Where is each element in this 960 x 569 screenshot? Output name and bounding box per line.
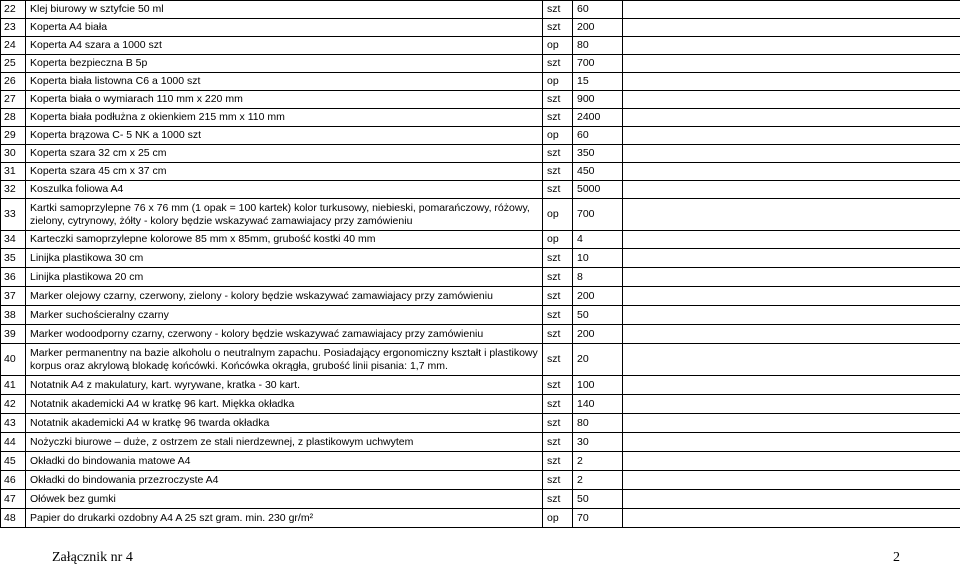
empty-cell xyxy=(623,109,960,127)
empty-cell xyxy=(623,37,960,55)
item-quantity: 70 xyxy=(573,509,623,528)
item-unit: op xyxy=(543,231,573,249)
empty-cell xyxy=(623,231,960,249)
table-row xyxy=(1,199,960,231)
table-row xyxy=(1,127,960,145)
table-row xyxy=(1,344,960,376)
item-unit: szt xyxy=(543,19,573,37)
item-unit: szt xyxy=(543,91,573,109)
row-number: 36 xyxy=(1,268,26,287)
table-row xyxy=(1,231,960,249)
empty-cell xyxy=(623,376,960,395)
item-unit: szt xyxy=(543,109,573,127)
item-description: Koperta biała listowna C6 a 1000 szt xyxy=(26,73,543,91)
row-number: 42 xyxy=(1,395,26,414)
table-row xyxy=(1,73,960,91)
item-unit: szt xyxy=(543,1,573,19)
item-quantity: 60 xyxy=(573,127,623,145)
row-number: 24 xyxy=(1,37,26,55)
row-number: 45 xyxy=(1,452,26,471)
row-number: 33 xyxy=(1,199,26,231)
table-row xyxy=(1,490,960,509)
empty-cell xyxy=(623,19,960,37)
item-unit: op xyxy=(543,127,573,145)
item-description: Notatnik akademicki A4 w kratkę 96 twarda okładka xyxy=(26,414,543,433)
item-unit: szt xyxy=(543,376,573,395)
item-unit: szt xyxy=(543,55,573,73)
item-quantity: 900 xyxy=(573,91,623,109)
row-number: 46 xyxy=(1,471,26,490)
empty-cell xyxy=(623,306,960,325)
empty-cell xyxy=(623,268,960,287)
table-row xyxy=(1,163,960,181)
item-description: Linijka plastikowa 30 cm xyxy=(26,249,543,268)
item-description: Ołówek bez gumki xyxy=(26,490,543,509)
table-row xyxy=(1,145,960,163)
item-unit: szt xyxy=(543,249,573,268)
row-number: 41 xyxy=(1,376,26,395)
empty-cell xyxy=(623,452,960,471)
item-quantity: 2 xyxy=(573,452,623,471)
empty-cell xyxy=(623,163,960,181)
table-row xyxy=(1,109,960,127)
item-description: Marker olejowy czarny, czerwony, zielony - kolory będzie wskazywać zamawiajacy przy zamówieniu xyxy=(26,287,543,306)
row-number: 32 xyxy=(1,181,26,199)
item-quantity: 100 xyxy=(573,376,623,395)
empty-cell xyxy=(623,249,960,268)
item-unit: szt xyxy=(543,344,573,376)
row-number: 26 xyxy=(1,73,26,91)
row-number: 43 xyxy=(1,414,26,433)
item-unit: op xyxy=(543,199,573,231)
empty-cell xyxy=(623,433,960,452)
item-unit: szt xyxy=(543,145,573,163)
table-row xyxy=(1,268,960,287)
item-description: Notatnik akademicki A4 w kratkę 96 kart. Miękka okładka xyxy=(26,395,543,414)
item-unit: szt xyxy=(543,268,573,287)
empty-cell xyxy=(623,325,960,344)
table-row xyxy=(1,1,960,19)
item-unit: op xyxy=(543,73,573,91)
table-row xyxy=(1,306,960,325)
row-number: 40 xyxy=(1,344,26,376)
row-number: 25 xyxy=(1,55,26,73)
table-row xyxy=(1,287,960,306)
item-unit: szt xyxy=(543,325,573,344)
item-quantity: 20 xyxy=(573,344,623,376)
item-description: Marker suchościeralny czarny xyxy=(26,306,543,325)
item-description: Nożyczki biurowe – duże, z ostrzem ze stali nierdzewnej, z plastikowym uchwytem xyxy=(26,433,543,452)
item-quantity: 10 xyxy=(573,249,623,268)
page-number: 2 xyxy=(893,550,900,565)
item-quantity: 8 xyxy=(573,268,623,287)
table-row xyxy=(1,452,960,471)
item-quantity: 140 xyxy=(573,395,623,414)
table-row xyxy=(1,395,960,414)
empty-cell xyxy=(623,287,960,306)
table-row xyxy=(1,19,960,37)
item-unit: szt xyxy=(543,287,573,306)
row-number: 47 xyxy=(1,490,26,509)
item-quantity: 450 xyxy=(573,163,623,181)
item-description: Notatnik A4 z makulatury, kart. wyrywane, kratka - 30 kart. xyxy=(26,376,543,395)
item-quantity: 50 xyxy=(573,490,623,509)
empty-cell xyxy=(623,199,960,231)
item-unit: szt xyxy=(543,490,573,509)
table-row xyxy=(1,249,960,268)
row-number: 22 xyxy=(1,1,26,19)
empty-cell xyxy=(623,145,960,163)
table-row xyxy=(1,433,960,452)
item-description: Koperta szara 45 cm x 37 cm xyxy=(26,163,543,181)
item-unit: szt xyxy=(543,452,573,471)
item-description: Papier do drukarki ozdobny A4 A 25 szt gram. min. 230 gr/m² xyxy=(26,509,543,528)
item-description: Okładki do bindowania przezroczyste A4 xyxy=(26,471,543,490)
table-row xyxy=(1,91,960,109)
item-unit: szt xyxy=(543,414,573,433)
empty-cell xyxy=(623,509,960,528)
table-row xyxy=(1,325,960,344)
item-unit: szt xyxy=(543,433,573,452)
row-number: 27 xyxy=(1,91,26,109)
item-description: Linijka plastikowa 20 cm xyxy=(26,268,543,287)
item-unit: szt xyxy=(543,181,573,199)
row-number: 23 xyxy=(1,19,26,37)
empty-cell xyxy=(623,55,960,73)
table-row xyxy=(1,414,960,433)
empty-cell xyxy=(623,395,960,414)
item-description: Okładki do bindowania matowe A4 xyxy=(26,452,543,471)
table-row xyxy=(1,376,960,395)
row-number: 31 xyxy=(1,163,26,181)
item-quantity: 80 xyxy=(573,37,623,55)
empty-cell xyxy=(623,127,960,145)
item-quantity: 700 xyxy=(573,199,623,231)
item-description: Karteczki samoprzylepne kolorowe 85 mm x 85mm, grubość kostki 40 mm xyxy=(26,231,543,249)
item-description: Koperta brązowa C- 5 NK a 1000 szt xyxy=(26,127,543,145)
item-quantity: 5000 xyxy=(573,181,623,199)
row-number: 29 xyxy=(1,127,26,145)
item-description: Kartki samoprzylepne 76 x 76 mm (1 opak = 100 kartek) kolor turkusowy, niebieski, pomarańczowy, różowy, zielony, cytrynowy, żółty - kolory będzie wskazywać zamawiajacy przy zamówieniu xyxy=(26,199,543,231)
row-number: 37 xyxy=(1,287,26,306)
item-unit: szt xyxy=(543,395,573,414)
empty-cell xyxy=(623,1,960,19)
item-unit: szt xyxy=(543,163,573,181)
table-row xyxy=(1,471,960,490)
item-description: Klej biurowy w sztyfcie 50 ml xyxy=(26,1,543,19)
table-row xyxy=(1,509,960,528)
item-quantity: 2 xyxy=(573,471,623,490)
row-number: 35 xyxy=(1,249,26,268)
table-row xyxy=(1,55,960,73)
row-number: 39 xyxy=(1,325,26,344)
row-number: 48 xyxy=(1,509,26,528)
item-description: Koperta A4 biała xyxy=(26,19,543,37)
item-quantity: 15 xyxy=(573,73,623,91)
item-quantity: 4 xyxy=(573,231,623,249)
item-quantity: 60 xyxy=(573,1,623,19)
attachment-label: Załącznik nr 4 xyxy=(52,550,133,565)
item-quantity: 200 xyxy=(573,325,623,344)
item-description: Koperta biała o wymiarach 110 mm x 220 mm xyxy=(26,91,543,109)
empty-cell xyxy=(623,344,960,376)
item-unit: szt xyxy=(543,306,573,325)
table-row xyxy=(1,181,960,199)
items-table-body xyxy=(1,1,960,528)
empty-cell xyxy=(623,490,960,509)
row-number: 28 xyxy=(1,109,26,127)
item-quantity: 50 xyxy=(573,306,623,325)
item-quantity: 700 xyxy=(573,55,623,73)
row-number: 34 xyxy=(1,231,26,249)
item-description: Koperta bezpieczna B 5p xyxy=(26,55,543,73)
row-number: 30 xyxy=(1,145,26,163)
item-quantity: 80 xyxy=(573,414,623,433)
table-row xyxy=(1,37,960,55)
item-quantity: 30 xyxy=(573,433,623,452)
item-quantity: 350 xyxy=(573,145,623,163)
item-quantity: 200 xyxy=(573,287,623,306)
empty-cell xyxy=(623,414,960,433)
row-number: 44 xyxy=(1,433,26,452)
item-description: Koszulka foliowa A4 xyxy=(26,181,543,199)
item-description: Koperta A4 szara a 1000 szt xyxy=(26,37,543,55)
empty-cell xyxy=(623,181,960,199)
item-description: Marker permanentny na bazie alkoholu o neutralnym zapachu. Posiadający ergonomiczny kształt i plastikowy korpus oraz akrylową blokadę końcówki. Końcówka okrągła, grubość linii pisania: 1,7 mm. xyxy=(26,344,543,376)
item-unit: szt xyxy=(543,471,573,490)
item-description: Koperta szara 32 cm x 25 cm xyxy=(26,145,543,163)
item-unit: op xyxy=(543,37,573,55)
item-quantity: 200 xyxy=(573,19,623,37)
item-description: Koperta biała podłużna z okienkiem 215 mm x 110 mm xyxy=(26,109,543,127)
empty-cell xyxy=(623,91,960,109)
row-number: 38 xyxy=(1,306,26,325)
item-description: Marker wodoodporny czarny, czerwony - kolory będzie wskazywać zamawiajacy przy zamówieniu xyxy=(26,325,543,344)
empty-cell xyxy=(623,73,960,91)
empty-cell xyxy=(623,471,960,490)
item-unit: op xyxy=(543,509,573,528)
item-quantity: 2400 xyxy=(573,109,623,127)
